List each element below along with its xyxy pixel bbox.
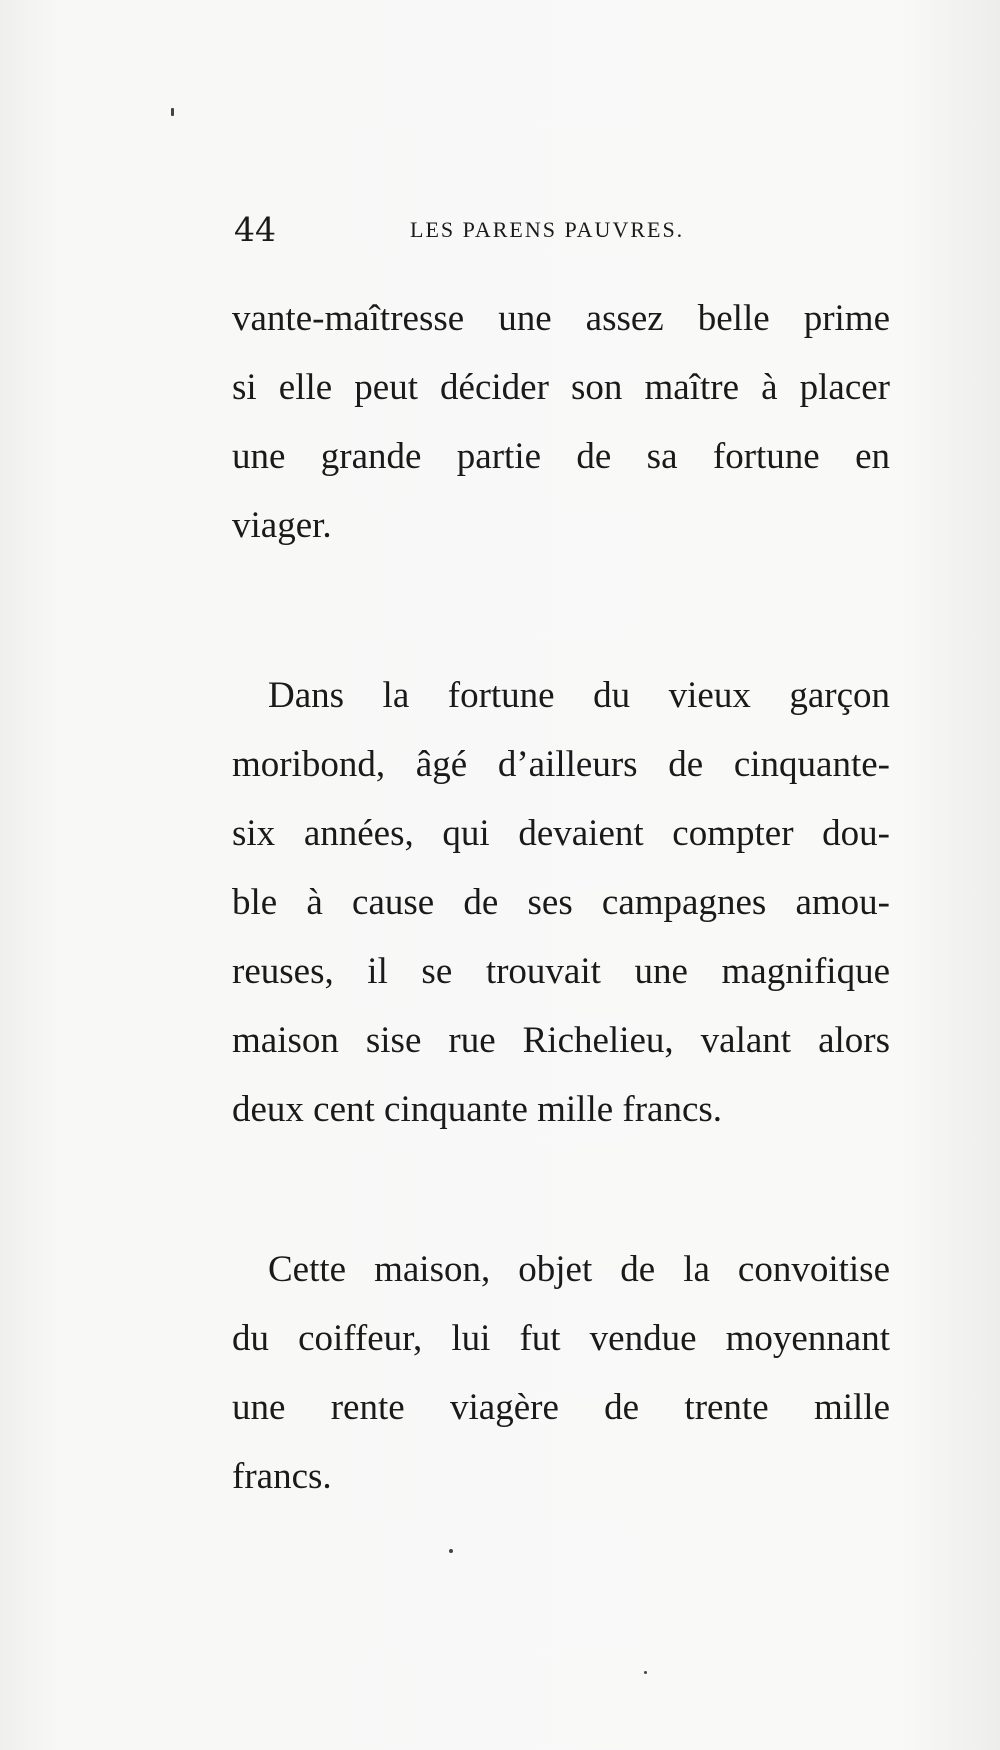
text-line: vante-maîtresse une assez belle prime — [232, 298, 890, 339]
ink-speck — [449, 1549, 453, 1553]
text-line: une grande partie de sa fortune en — [232, 436, 890, 477]
text-line: moribond, âgé d’ailleurs de cinquante- — [232, 744, 890, 785]
ink-speck — [171, 108, 174, 116]
text-line: Dans la fortune du vieux garçon — [268, 675, 890, 716]
text-line: francs. — [232, 1456, 332, 1497]
paragraph-3 — [232, 1235, 890, 1511]
text-line: si elle peut décider son maître à placer — [232, 367, 890, 408]
text-line: six années, qui devaient compter dou- — [232, 813, 890, 854]
text-line: Cette maison, objet de la convoitise — [268, 1249, 890, 1290]
page-header — [234, 210, 734, 250]
text-line: du coiffeur, lui fut vendue moyennant — [232, 1318, 890, 1359]
text-line: reuses, il se trouvait une magnifique — [232, 951, 890, 992]
text-line: ble à cause de ses campagnes amou- — [232, 882, 890, 923]
running-title: LES PARENS PAUVRES. — [410, 217, 685, 242]
text-line: une rente viagère de trente mille — [232, 1387, 890, 1428]
ink-speck — [644, 1671, 647, 1674]
text-line: viager. — [232, 505, 332, 546]
paragraph-1 — [232, 284, 890, 560]
page-number: 44 — [234, 210, 276, 249]
paragraph-2 — [232, 661, 890, 1144]
text-line: maison sise rue Richelieu, valant alors — [232, 1020, 890, 1061]
text-line: deux cent cinquante mille francs. — [232, 1089, 723, 1130]
